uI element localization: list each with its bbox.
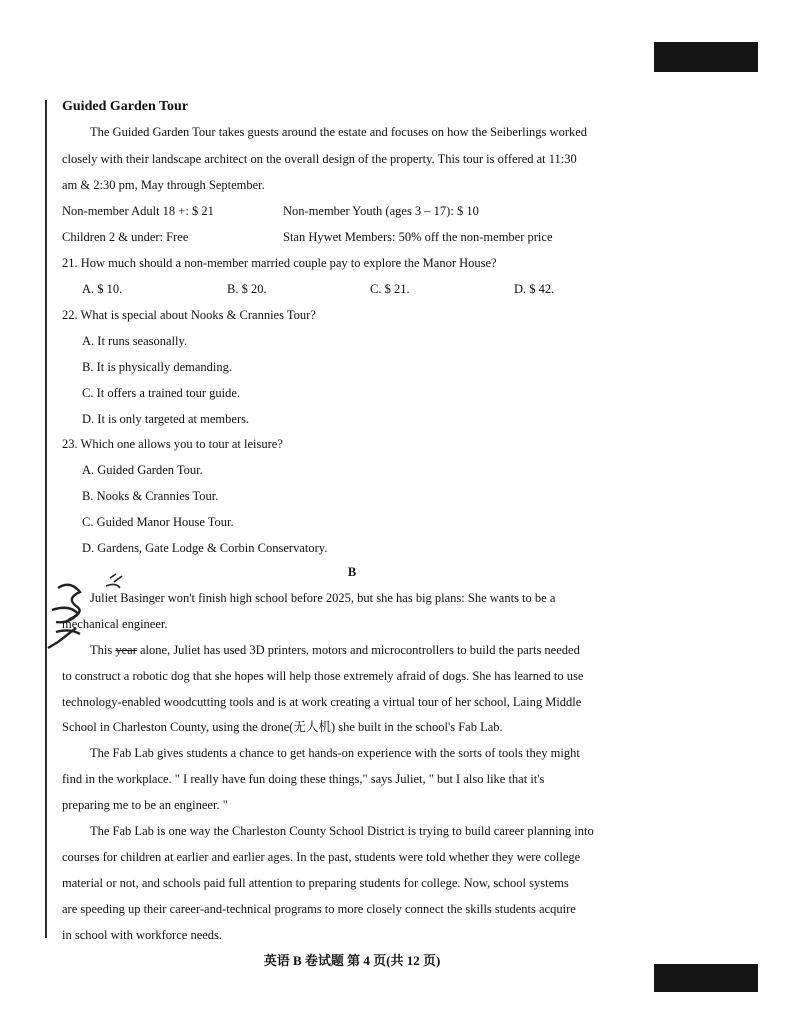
question-22-stem: 22. What is special about Nooks & Crannies Tour? <box>62 308 316 322</box>
paragraph-line: are speeding up their career-and-technical programs to more closely connect the skills students acquire <box>62 902 576 916</box>
price-members: Stan Hywet Members: 50% off the non-member price <box>283 230 553 244</box>
section-title: Guided Garden Tour <box>62 99 189 114</box>
paragraph-line: Juliet Basinger won't finish high school before 2025, but she has big plans: She wants to be a <box>90 591 556 605</box>
text-fragment: alone, Juliet has used 3D printers, motors and microcontrollers to build the parts needed <box>140 643 580 657</box>
price-youth: Non-member Youth (ages 3 – 17): $ 10 <box>283 204 479 218</box>
option-a: A. It runs seasonally. <box>82 334 188 348</box>
option-b: B. It is physically demanding. <box>82 360 232 374</box>
paragraph-line: The Guided Garden Tour takes guests around the estate and focuses on how the Seiberlings worked <box>90 125 588 139</box>
question-23-stem: 23. Which one allows you to tour at leisure? <box>62 437 283 451</box>
paragraph-line: material or not, and schools paid full attention to preparing students for college. Now, school systems <box>62 876 569 890</box>
option-c: C. Guided Manor House Tour. <box>82 515 234 529</box>
registration-mark-top <box>654 42 758 72</box>
section-b-heading: B <box>347 565 357 579</box>
option-b: B. $ 20. <box>227 282 267 296</box>
paragraph-line: closely with their landscape architect on the overall design of the property. This tour is offered at 11:30 <box>62 152 577 166</box>
paragraph-line: to construct a robotic dog that she hopes will help those extremely afraid of dogs. She has learned to use <box>62 669 584 683</box>
option-c: C. It offers a trained tour guide. <box>82 386 241 400</box>
registration-mark-bottom <box>654 964 758 992</box>
paragraph-line: technology-enabled woodcutting tools and is at work creating a virtual tour of her school, Laing Middle <box>62 695 582 709</box>
option-d: D. It is only targeted at members. <box>82 412 250 426</box>
option-d: D. $ 42. <box>514 282 555 296</box>
page-footer: 英语 B 卷试题 第 4 页(共 12 页) <box>263 953 441 968</box>
paragraph-line: am & 2:30 pm, May through September. <box>62 178 265 192</box>
option-d: D. Gardens, Gate Lodge & Corbin Conservatory. <box>82 541 328 555</box>
paragraph-line: The Fab Lab is one way the Charleston County School District is trying to build career planning into <box>90 824 594 838</box>
text-fragment: This <box>90 643 113 657</box>
paragraph-line: courses for children at earlier and earlier ages. In the past, students were told whether they were college <box>62 850 581 864</box>
paragraph-line: mechanical engineer. <box>62 617 168 631</box>
paragraph-line: School in Charleston County, using the drone(无人机) she built in the school's Fab Lab. <box>62 720 503 734</box>
option-b: B. Nooks & Crannies Tour. <box>82 489 219 503</box>
struck-word: year <box>115 643 137 657</box>
paragraph-line <box>90 643 580 657</box>
price-adult: Non-member Adult 18 +: $ 21 <box>62 204 214 218</box>
question-21-stem: 21. How much should a non-member married couple pay to explore the Manor House? <box>62 256 497 270</box>
paragraph-line: find in the workplace. " I really have fun doing these things," says Juliet, " but I also like that it's <box>62 772 545 786</box>
paragraph-line: preparing me to be an engineer. " <box>62 798 228 812</box>
paragraph-line: in school with workforce needs. <box>62 928 223 942</box>
margin-rule <box>45 100 47 938</box>
option-a: A. $ 10. <box>82 282 123 296</box>
option-c: C. $ 21. <box>370 282 410 296</box>
option-a: A. Guided Garden Tour. <box>82 463 203 477</box>
price-children: Children 2 & under: Free <box>62 230 189 244</box>
paragraph-line: The Fab Lab gives students a chance to get hands-on experience with the sorts of tools they might <box>90 746 580 760</box>
